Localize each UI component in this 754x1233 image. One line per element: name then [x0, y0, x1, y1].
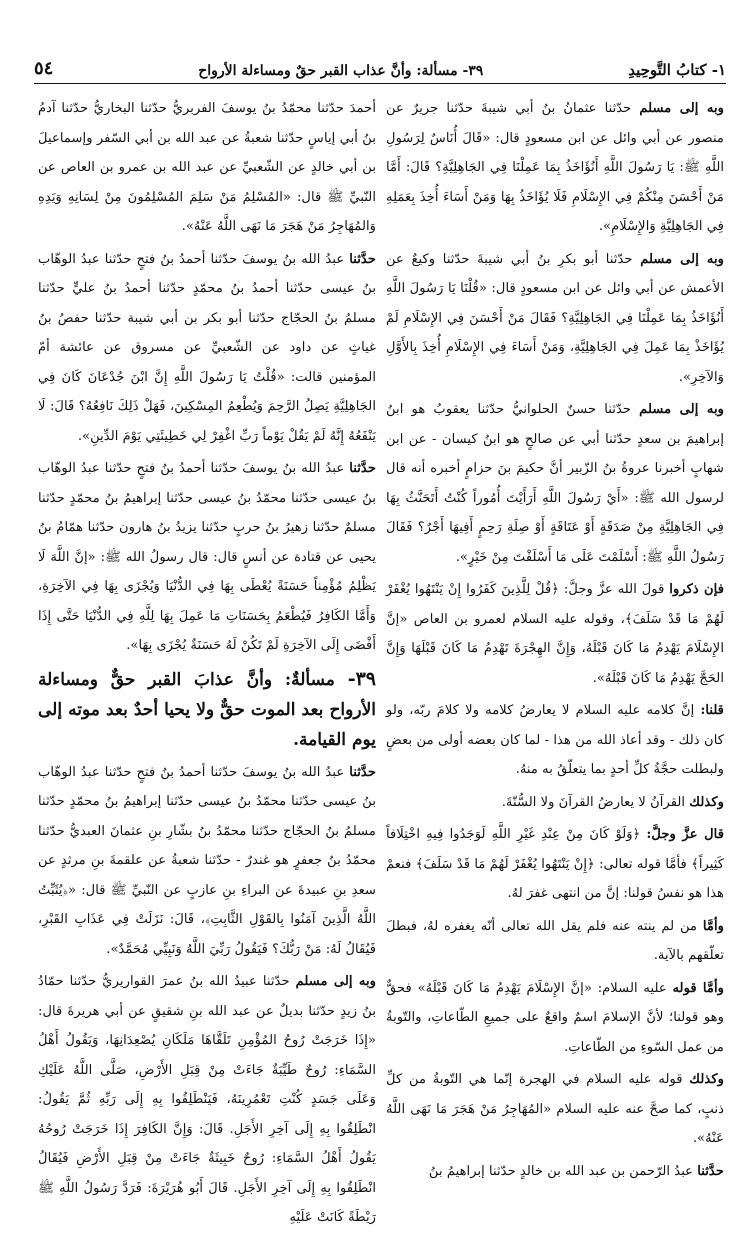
paragraph	[386, 696, 724, 785]
paragraph	[386, 1065, 724, 1154]
paragraph-lead: حدَّثنا	[697, 1163, 724, 1179]
right-column	[386, 94, 725, 1179]
paragraph	[386, 1157, 724, 1187]
paragraph-text: ﴿وَلَوْ كَانَ مِنْ عِنْدِ غَيْرِ اللَّهِ لَوَجَدُوا فِيهِ اخْتِلَافاً كَثِيراً﴾ فأمَّا قوله تعالى: ﴿إِنْ يَنْتَهُوا يُغْفَرْ لَهُمْ مَا قَدْ سَلَفَ﴾ فنعمْ هذا هو نفسُ قولنا: إنَّ من انتهى غفرَ لهُ.	[386, 827, 724, 901]
running-header	[34, 50, 726, 84]
paragraph	[386, 575, 724, 693]
paragraph-text: حدّثنا أبو بكرِ بنُ أبي شيبةَ حدّثنا وكيعٌ عن الأعمش عن أبي وائل عن ابن مسعودٍ قال: «قُلْنَا يَا رَسُولَ اللَّهِ أَنُؤَاخَذُ بِمَا عَمِلْنَا فِي الجَاهِلِيَّةِ؟ فَقَالَ مَنْ أَحْسَنَ فِي الإِسْلَامِ لَمْ يُؤَاخَذْ بِمَا عَمِلَ فِي الجَاهِلِيَّةِ، وَمَنْ أَسَاءَ فِي الإِسْلَامِ أُخِذَ بِالأَوَّلِ وَالآخِرِ».	[386, 251, 724, 385]
paragraph-text: حدّثنا عثمانُ بنُ أبي شيبةَ حدّثنا جريرٌ عن منصور عن أبي وائل عن ابن مسعودٍ قال: «قَالَ أُنَاسٌ لِرَسُولِ اللَّهِ ﷺ: يَا رَسُولَ اللَّهِ أَنُؤَاخَذُ بِمَا عَمِلْنَا فِي الجَاهِلِيَّةِ؟ قَالَ: أَمَّا مَنْ أَحْسَنَ مِنْكُمْ فِي الإِسْلَامِ فَلَا يُؤَاخَذُ بِهَا وَمَنْ أَسَاءَ أُخِذَ بِعَمَلِهِ فِي الجَاهِلِيَّةِ وَالإِسْلَامِ».	[386, 101, 724, 234]
paragraph	[38, 758, 376, 965]
section-heading	[38, 664, 376, 755]
paragraph-lead: وبه إلى مسلم	[295, 974, 377, 989]
paragraph	[386, 912, 724, 971]
paragraph-lead: وكذلك	[689, 1072, 724, 1087]
paragraph-lead: وأمَّا قوله	[672, 980, 724, 996]
paragraph-text: حدّثنا عبيدُ الله بنُ عمرَ القواريريُّ حدّثنا حمّادُ بنُ زيدٍ حدّثنا بديلٌ عن عبد الله بنِ شقيقٍ عن أبي هريرةَ قال: «إِذَا خَرَجَتْ رُوحُ المُؤْمِنِ تَلَقَّاهَا مَلَكَانِ يُصْعِدَانِهَا، وَيَقُولُ أَهْلُ السَّمَاءِ: رُوحٌ طَيِّبَةٌ جَاءَتْ مِنْ قِبَلِ الأَرْضِ، صَلَّى اللَّهُ عَلَيْكِ وَعَلَى جَسَدٍ كُنْتِ تَعْمُرِينَهُ، فَيَنْطَلِقُوا بِهِ إِلَى رَبِّهِ ثُمَّ يَقُولُ: انْطَلِقُوا بِهِ إِلَى آخِرِ الأَجَلِ. قَالَ: وَإِنَّ الكَافِرَ إِذَا خَرَجَتْ رُوحُهُ يَقُولُ أَهْلُ السَّمَاءِ: رُوحٌ خَبِيثَةٌ جَاءَتْ مِنْ قِبَلِ الأَرْضِ فَيُقَالُ انْطَلِقُوا بِهِ إِلَى آخِرِ الأَجَلِ. قَالَ أَبُو هُرَيْرَةَ: فَرَدَّ رَسُولُ اللَّهِ ﷺ رَيْطَةً كَانَتْ عَلَيْهِ	[38, 974, 376, 1225]
paragraph-lead: فإن ذكروا	[669, 582, 725, 597]
paragraph-lead: وبه إلى مسلم	[639, 101, 725, 116]
paragraph-text: إنَّ كلامه عليه السلام لا يعارضُ كلامه ولا كلامَ ربّه، ولو كان ذلك - وقد أعاذ الله من هذا - لما كان بعضه أولى من بعضٍ ولبطلت حجَّةُ كلِّ أحدٍ بما يتعلّقُ به منهُ.	[386, 703, 724, 777]
paragraph-text: عبدُ الله بنُ يوسفَ حدّثنا أحمدُ بنُ فتحٍ حدّثنا عبدُ الوهّاب بنُ عيسى حدّثنا أحمدُ بنُ محمّدٍ حدّثنا أحمدُ بنُ عليٍّ حدّثنا مسلمُ بنُ الحجّاج حدّثنا أبو بكر بن أبي شيبة حدّثنا حفصُ بنُ غياثٍ عن داود عن الشّعبيِّ عن مسروق عن عائشة أمّ المؤمنين قالت: «قُلْتُ يَا رَسُولَ اللَّهِ إِنَّ ابْنَ جُدْعَانَ كَانَ فِي الجَاهِلِيَّةِ يَصِلُ الرَّحِمَ وَيُطْعِمُ المِسْكِينَ، فَهَلْ ذَلِكَ نَافِعُهُ؟ قَالَ: لَا يَنْفَعُهُ إِنَّهُ لَمْ يَقُلْ يَوْماً رَبِّ اغْفِرْ لِي خَطِيئَتِي يَوْمَ الدِّينِ».	[38, 251, 376, 444]
paragraph	[38, 94, 376, 242]
section-title: ٣٩- مسألة: وأنَّ عذاب القبر حقٌ ومساءلة الأرواح	[198, 63, 484, 79]
paragraph	[386, 788, 724, 818]
paragraph-lead: قال عزَّ وجلَّ:	[646, 827, 725, 842]
paragraph-text: عبدُ الله بنُ يوسفَ حدّثنا أحمدُ بنُ فتحٍ حدّثنا عبدُ الوهّاب بنُ عيسى حدّثنا محمّدُ بنُ عيسى حدّثنا إبراهيمُ بنُ محمّدٍ حدّثنا مسلمُ بنُ الحجّاج حدّثنا محمّدُ بنُ بشّارِ بنِ عثمانَ العبديُّ حدّثنا محمّدُ بنُ جعفرٍ هو غندرٌ - حدّثنا شعبةُ عن علقمةَ بنِ مرثدٍ عن سعدِ بنِ عبيدةَ عن البراءِ بنِ عازبٍ عن النّبيِّ ﷺ قال: «﴿يُثَبِّتُ اللَّهُ الَّذِينَ آمَنُوا بِالقَوْلِ الثَّابِتِ﴾، قَالَ: نَزَلَتْ فِي عَذَابِ القَبْرِ، فَيُقَالُ لَهُ: مَنْ رَبُّكَ؟ فَيَقُولُ رَبِّيَ اللَّهُ وَنَبِيِّي مُحَمَّدٌ».	[38, 764, 376, 957]
paragraph-text: عليه السلام: «إنَّ الإِسْلَامَ يَهْدِمُ مَا كَانَ قَبْلَهُ» فحقٌّ وهو قولنا؛ لأنَّ الإسلامَ اسمٌ واقعٌ على جميعِ الطّاعاتِ، والتّوبةُ من عمل السّوءِ من الطّاعاتِ.	[386, 980, 724, 1055]
paragraph-lead: وأمَّا	[702, 918, 724, 934]
paragraph-text: قولَ الله عزَّ وجلَّ: ﴿قُلْ لِلَّذِينَ كَفَرُوا إِنْ يَنْتَهُوا يُغْفَرْ لَهُمْ مَا قَدْ سَلَفَ﴾، وقوله عليه السلام لعمرو بن العاص «إنَّ الإِسْلَامَ يَهْدِمُ مَا كَانَ قَبْلَهُ، وَإِنَّ الهِجْرَةَ تَهْدِمُ مَا كَانَ قَبْلَهَا وَإِنَّ الحَجَّ يَهْدِمُ مَا كَانَ قَبْلَهُ».	[386, 582, 724, 686]
section-heading-number: ٣٩-	[347, 667, 376, 690]
paragraph-text: حدّثنا حسنٌ الحلوانيُّ حدّثنا يعقوبُ هو ابنُ إبراهيمَ بن سعدٍ حدّثنا أبي عن صالحٍ هو ابنُ كيسان - عن ابن شهابٍ أخبرنا عروةُ بنُ الزّبير أنَّ حكيمَ بنَ حزامٍ أخبره أنه قال لرسول الله ﷺ: «أَيْ رَسُولَ اللَّهِ أَرَأَيْتَ أُمُوراً كُنْتُ أَتَحَنَّثُ بِهَا فِي الجَاهِلِيَّةِ مِنْ صَدَقَةٍ أَوْ عَتَاقَةٍ أَوْ صِلَةِ رَحِمٍ أَفِيهَا أَجْرٌ؟ فَقَالَ رَسُولُ اللَّهِ ﷺ: أَسْلَمْتَ عَلَى مَا أَسْلَفْتَ مِنْ خَيْرٍ».	[386, 402, 724, 565]
paragraph-text: القرآنُ لا يعارضُ القرآنَ ولا السُّنّةَ.	[501, 794, 690, 810]
paragraph-text: من لم ينته عنه فلم يقل الله تعالى أنّه يغفره لهُ، فبطلَ تعلّقهم بالآية.	[386, 918, 724, 963]
paragraph-lead: وبه إلى مسلم	[639, 402, 724, 417]
paragraph	[386, 820, 724, 909]
left-column	[38, 94, 377, 1225]
book-title: ١- كتابُ التَّوحِيدِ	[628, 61, 726, 79]
paragraph	[386, 395, 724, 572]
paragraph-text: عبدُ الرّحمن بن عبد الله بن خالدٍ حدّثنا إبراهيمُ بنُ	[428, 1163, 698, 1179]
paragraph-lead: حدَّثنا	[349, 461, 376, 476]
paragraph-text: أحمدَ حدّثنا محمّدُ بنُ يوسفَ الفربريُّ حدّثنا البخاريُّ حدّثنا آدمُ بنُ أبي إياسٍ حدّثنا شعبةُ عن عبد الله بن أبي السّفر وإسماعيلَ بن أبي خالدٍ عن الشّعبيِّ عن عبد الله بن عمرو بن العاص عن النّبيِّ ﷺ قال: «المُسْلِمُ مَنْ سَلِمَ المُسْلِمُونَ مِنْ لِسَانِهِ وَيَدِهِ وَالمُهَاجِرُ مَنْ هَجَرَ مَا نَهَى اللَّهُ عَنْهُ».	[38, 101, 376, 234]
paragraph-text: قوله عليه السلام في الهجرة إنّما هي التّوبةُ من كلِّ ذنبٍ، كما صحَّ عنه عليه السلام «المُهَاجِرُ مَنْ هَجَرَ مَا نَهَى اللَّهُ عَنْهُ».	[386, 1072, 724, 1146]
paragraph	[386, 245, 724, 393]
paragraph-lead: حدَّثنا	[349, 251, 376, 267]
paragraph-lead: وبه إلى مسلم	[640, 251, 724, 267]
section-heading-title: مسألةٌ: وأنَّ عذابَ القبر حقٌّ ومساءلة الأرواح بعد الموت حقٌّ ولا يحيا أحدٌ بعد موته إلى يوم القيامة.	[38, 669, 376, 750]
paragraph	[386, 974, 724, 1063]
page-number: ٥٤	[34, 58, 54, 79]
paragraph-lead: حدَّثنا	[349, 764, 376, 780]
paragraph-lead: وكذلك	[689, 794, 724, 810]
paragraph	[386, 94, 724, 242]
paragraph	[38, 967, 376, 1233]
paragraph-lead: قلنا:	[700, 703, 724, 718]
paragraph	[38, 454, 376, 661]
paragraph-text: عبدُ الله بنُ يوسفَ حدّثنا أحمدُ بنُ فتحٍ حدّثنا عبدُ الوهّاب بنُ عيسى حدّثنا محمّدُ بنُ عيسى حدّثنا إبراهيمُ بنُ محمّدٍ حدّثنا مسلمٌ حدّثنا زهيرُ بنُ حربٍ حدّثنا يزيدُ بنُ هارون حدّثنا همّامُ بنُ يحيى عن قتادة عن أنسٍ قال: قال رسولُ الله ﷺ: «إنَّ اللَّهَ لَا يَظْلِمُ مُؤْمِناً حَسَنَةً يُعْطَى بِهَا فِي الدُّنْيَا وَيُجْزَى بِهَا فِي الآخِرَةِ، وَأَمَّا الكَافِرُ فَيُطْعَمُ بِحَسَنَاتِ مَا عَمِلَ بِهَا لِلَّهِ فِي الدُّنْيَا حَتَّى إِذَا أَفْضَى إِلَى الآخِرَةِ لَمْ تَكُنْ لَهُ حَسَنَةٌ يُجْزَى بِهَا».	[38, 461, 376, 653]
paragraph	[38, 245, 376, 452]
